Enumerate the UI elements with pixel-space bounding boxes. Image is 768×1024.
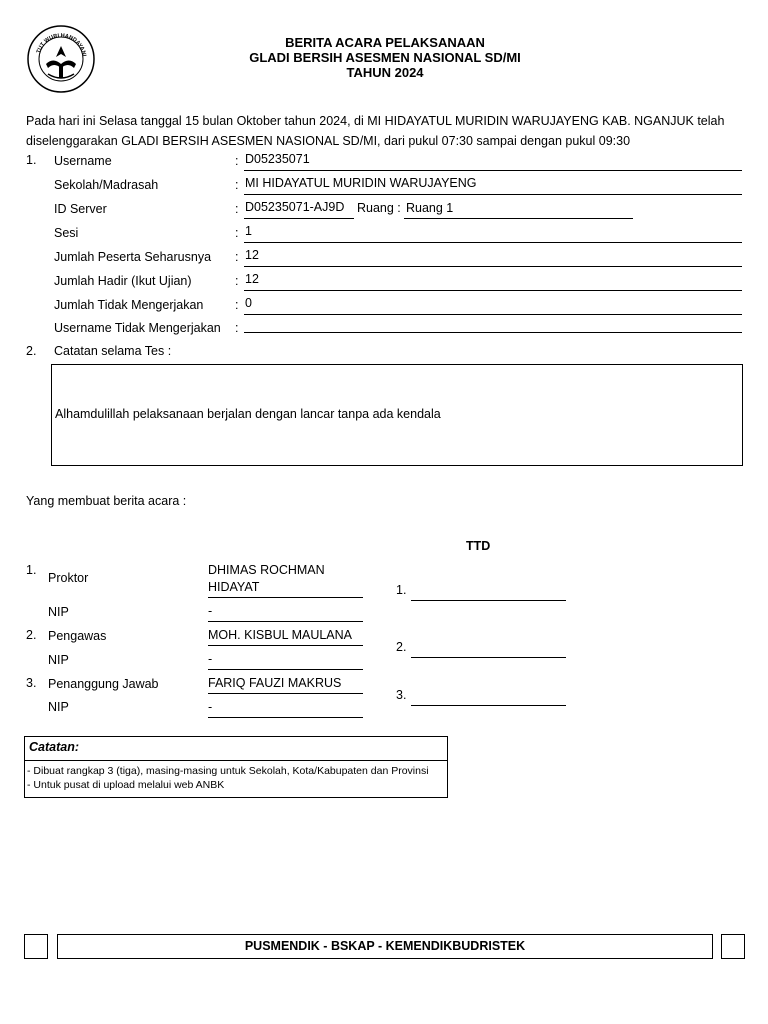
colon: :	[235, 226, 239, 240]
signer-2-nip-label: NIP	[48, 653, 69, 667]
underline	[208, 669, 363, 670]
intro-paragraph	[26, 111, 746, 151]
absent-label: Jumlah Tidak Mengerjakan	[54, 298, 204, 312]
room-value: Ruang 1	[406, 201, 454, 215]
underline	[244, 266, 742, 267]
signer-1-nip-label: NIP	[48, 605, 69, 619]
colon: :	[235, 274, 239, 288]
present-value: 12	[245, 272, 259, 286]
colon: :	[235, 154, 239, 168]
signer-1-number: 1.	[26, 563, 37, 577]
signer-3-nip-label: NIP	[48, 700, 69, 714]
footer-left-box	[24, 934, 48, 959]
signature-2-number: 2.	[396, 640, 407, 654]
underline	[244, 218, 354, 219]
underline	[244, 242, 742, 243]
signature-1-line	[411, 600, 566, 601]
notes-item-2: - Untuk pusat di upload melalui web ANBK	[27, 779, 225, 791]
signer-3-nip-value: -	[208, 700, 213, 714]
notes-divider	[24, 760, 448, 761]
underline	[244, 332, 742, 333]
underline	[244, 170, 742, 171]
section-1-number: 1.	[26, 153, 37, 167]
session-label: Sesi	[54, 226, 79, 240]
signature-1-number: 1.	[396, 583, 407, 597]
underline	[208, 645, 363, 646]
absent-username-label: Username Tidak Mengerjakan	[54, 321, 221, 335]
underline	[404, 218, 633, 219]
underline	[208, 693, 363, 694]
signer-2-name: MOH. KISBUL MAULANA	[208, 628, 353, 642]
section-2-number: 2.	[26, 344, 37, 358]
expected-value: 12	[245, 248, 259, 262]
server-value: D05235071-AJ9D	[245, 200, 345, 214]
server-label: ID Server	[54, 202, 107, 216]
signature-3-number: 3.	[396, 688, 407, 702]
title-line-2: GLADI BERSIH ASESMEN NASIONAL SD/MI	[249, 50, 521, 65]
signer-2-number: 2.	[26, 628, 37, 642]
signer-3-number: 3.	[26, 676, 37, 690]
footer-right-box	[721, 934, 745, 959]
colon: :	[235, 298, 239, 312]
colon: :	[235, 321, 239, 335]
title-line-1: BERITA ACARA PELAKSANAAN	[285, 35, 485, 50]
username-value: D05235071	[245, 152, 310, 166]
signer-1-name-line-1: DHIMAS ROCHMAN	[208, 563, 325, 577]
intro-line-2: diselenggarakan GLADI BERSIH ASESMEN NASIONAL SD/MI, dari pukul 07:30 sampai dengan pukul 09:30	[26, 134, 631, 148]
session-value: 1	[245, 224, 252, 238]
test-notes-label: Catatan selama Tes :	[54, 344, 172, 358]
notes-item-1: - Dibuat rangkap 3 (tiga), masing-masing untuk Sekolah, Kota/Kabupaten dan Provinsi	[27, 765, 429, 777]
signer-1-nip-value: -	[208, 604, 213, 618]
tut-wuri-handayani-emblem-icon	[26, 24, 96, 94]
school-value: MI HIDAYATUL MURIDIN WARUJAYENG	[245, 176, 477, 190]
test-notes-text: Alhamdulillah pelaksanaan berjalan dengan lancar tanpa ada kendala	[55, 407, 441, 421]
school-label: Sekolah/Madrasah	[54, 178, 159, 192]
signature-2-line	[411, 657, 566, 658]
username-label: Username	[54, 154, 112, 168]
room-label: Ruang :	[357, 201, 401, 215]
underline	[244, 290, 742, 291]
notes-heading: Catatan:	[29, 740, 80, 754]
colon: :	[235, 250, 239, 264]
signer-3-role: Penanggung Jawab	[48, 677, 159, 691]
signer-1-name-line-2: HIDAYAT	[208, 580, 260, 594]
intro-line-1: Pada hari ini Selasa tanggal 15 bulan Oktober tahun 2024, di MI HIDAYATUL MURIDIN WARUJAYENG KAB. NGANJUK telah	[26, 114, 725, 128]
underline	[208, 717, 363, 718]
signer-2-nip-value: -	[208, 652, 213, 666]
underline	[208, 597, 363, 598]
absent-value: 0	[245, 296, 252, 310]
footer-label: PUSMENDIK - BSKAP - KEMENDIKBUDRISTEK	[57, 934, 713, 959]
logo-text: TUT WURI HANDAYANI	[35, 32, 87, 57]
underline	[244, 194, 742, 195]
underline	[244, 314, 742, 315]
signer-3-name: FARIQ FAUZI MAKRUS	[208, 676, 342, 690]
signer-2-role: Pengawas	[48, 629, 107, 643]
colon: :	[235, 178, 239, 192]
signature-3-line	[411, 705, 566, 706]
ttd-label: TTD	[466, 539, 491, 553]
made-by-label: Yang membuat berita acara :	[26, 494, 187, 508]
colon: :	[235, 202, 239, 216]
title-line-3: TAHUN 2024	[346, 65, 424, 80]
underline	[208, 621, 363, 622]
signer-1-role: Proktor	[48, 571, 89, 585]
expected-label: Jumlah Peserta Seharusnya	[54, 250, 212, 264]
present-label: Jumlah Hadir (Ikut Ujian)	[54, 274, 192, 288]
